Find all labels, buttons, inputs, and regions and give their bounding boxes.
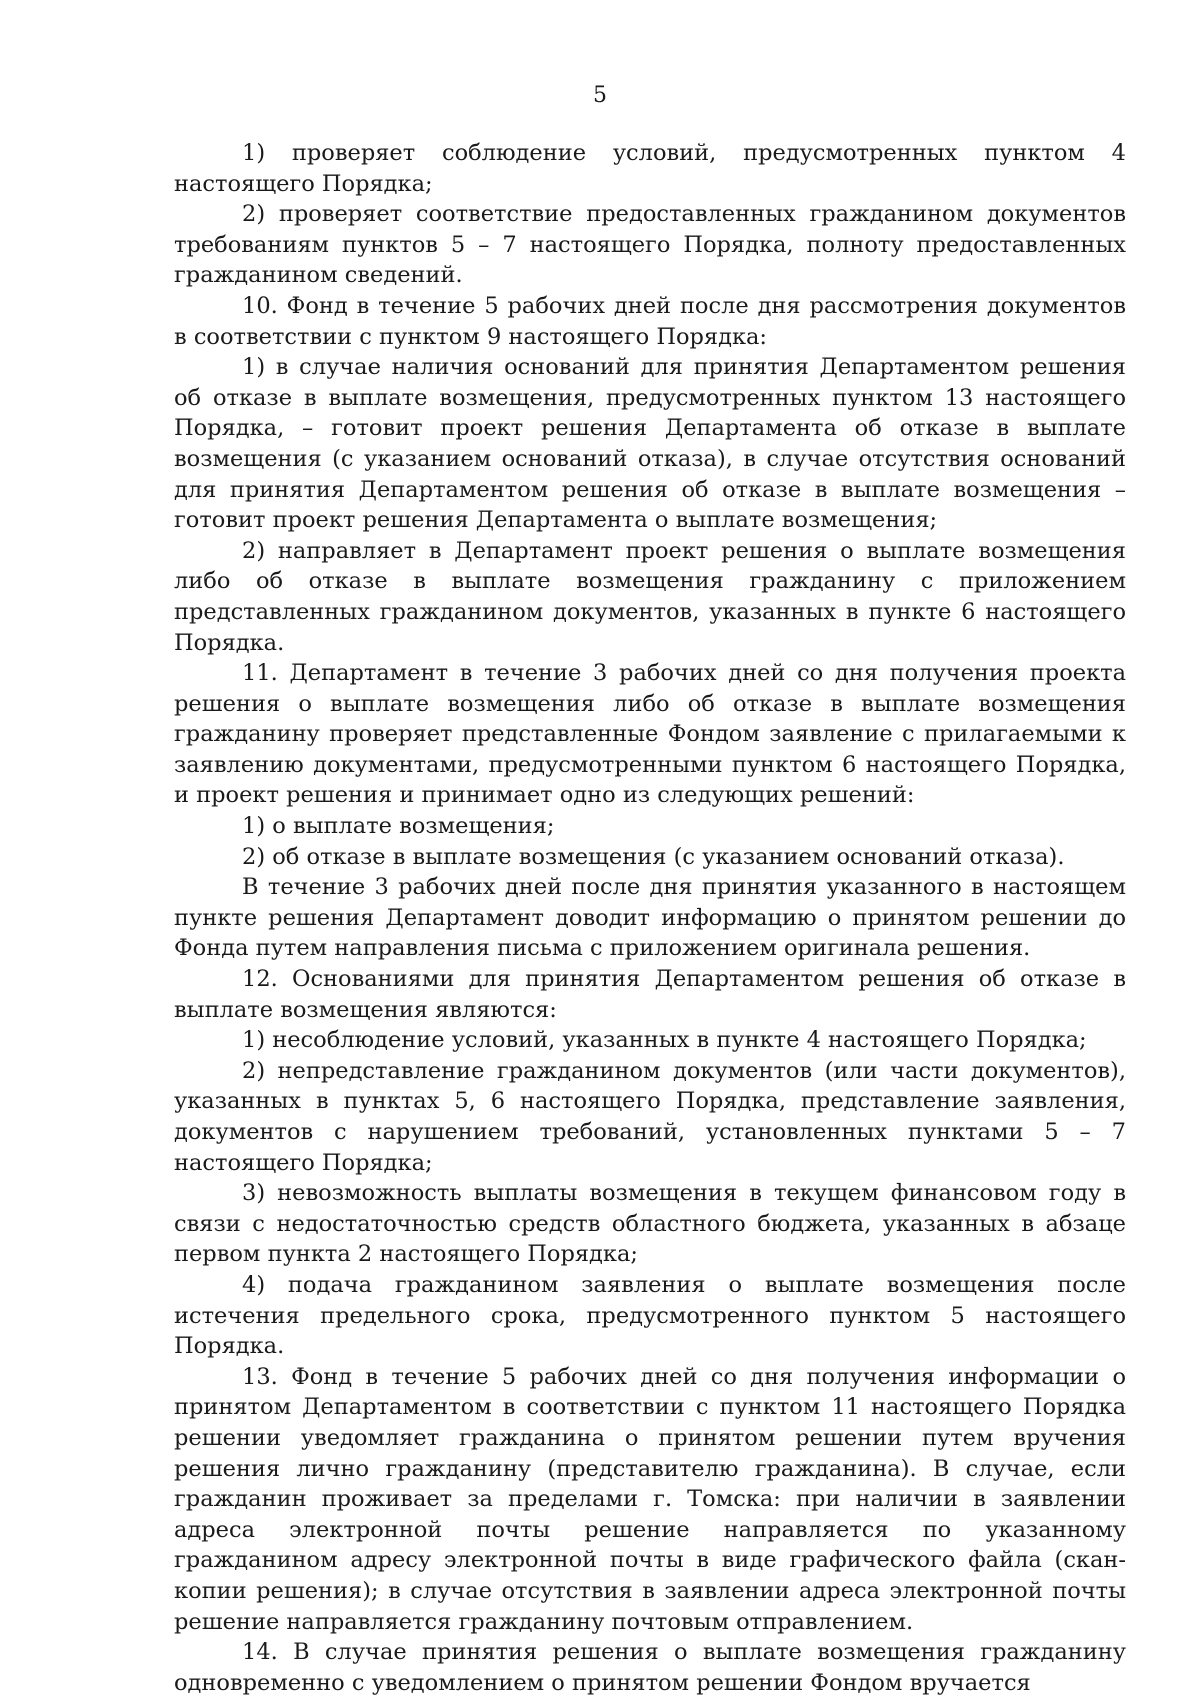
paragraph-11-item-2: 2) об отказе в выплате возмещения (с указанием оснований отказа). [242,843,1065,870]
paragraph-10-item-2: 2) направляет в Департамент проект решения о выплате возмещения либо об отказе в выплате возмещения гражданину с приложением представленных гражданином документов, указанных в пункте 6 настоящего Порядка. [174,537,1126,656]
paragraph-9-item-1: 1) проверяет соблюдение условий, предусмотренных пунктом 4 настоящего Порядка; [174,140,1126,197]
paragraph-10: 10. Фонд в течение 5 рабочих дней после дня рассмотрения документов в соответствии с пунктом 9 настоящего Порядка: [174,292,1126,350]
paragraph-12: 12. Основаниями для принятия Департаментом решения об отказе в выплате возмещения являются: [174,966,1126,1023]
paragraph-14: 14. В случае принятия решения о выплате возмещения гражданину одновременно с уведомлением о принятом решении Фондом вручается [174,1639,1126,1696]
paragraph-13: 13. Фонд в течение 5 рабочих дней со дня получения информации о принятом Департаментом в соответствии с пунктом 11 настоящего Порядка решении уведомляет гражданина о принятом решении путем вручения решения лично гражданину (представителю гражданина). В случае, если гражданин проживает за пределами г. Томска: при наличии в заявлении адреса электронной почты решение направляется по указанному гражданином адресу электронной почты в виде графического файла (скан-копии решения); в случае отсутствия в заявлении адреса электронной почты решение направляется гражданину почтовым отправлением. [174,1363,1126,1635]
document-body [174,138,1126,1698]
paragraph-10-item-1: 1) в случае наличия оснований для принятия Департаментом решения об отказе в выплате возмещения, предусмотренных пунктом 13 настоящего Порядка, – готовит проект решения Департамента об отказе в выплате возмещения (с указанием оснований отказа), в случае отсутствия оснований для принятия Департаментом решения об отказе в выплате возмещения – готовит проект решения Департамента о выплате возмещения; [174,354,1126,534]
paragraph-9-item-2: 2) проверяет соответствие предоставленных гражданином документов требованиям пунктов 5 – 7 настоящего Порядка, полноту предоставленных гражданином сведений. [174,201,1126,289]
paragraph-11: 11. Департамент в течение 3 рабочих дней со дня получения проекта решения о выплате возмещения либо об отказе в выплате возмещения гражданину проверяет представленные Фондом заявление с прилагаемыми к заявлению документами, предусмотренными пунктом 6 настоящего Порядка, и проект решения и принимает одно из следующих решений: [174,660,1126,809]
paragraph-12-item-4: 4) подача гражданином заявления о выплате возмещения после истечения предельного срока, предусмотренного пунктом 5 настоящего Порядка. [174,1271,1126,1360]
paragraph-11-item-1: 1) о выплате возмещения; [242,813,555,840]
paragraph-12-item-2: 2) непредставление гражданином документов (или части документов), указанных в пунктах 5, 6 настоящего Порядка, представление заявления, документов с нарушением требований, установленных пунктами 5 – 7 настоящего Порядка; [174,1057,1126,1176]
paragraph-11-notice: В течение 3 рабочих дней после дня принятия указанного в настоящем пункте решения Департамент доводит информацию о принятом решении до Фонда путем направления письма с приложением оригинала решения. [174,874,1126,962]
paragraph-12-item-3: 3) невозможность выплаты возмещения в текущем финансовом году в связи с недостаточностью средств областного бюджета, указанных в абзаце первом пункта 2 настоящего Порядка; [174,1180,1126,1268]
paragraph-12-item-1: 1) несоблюдение условий, указанных в пункте 4 настоящего Порядка; [242,1027,1087,1054]
page-number: 5 [593,83,607,108]
